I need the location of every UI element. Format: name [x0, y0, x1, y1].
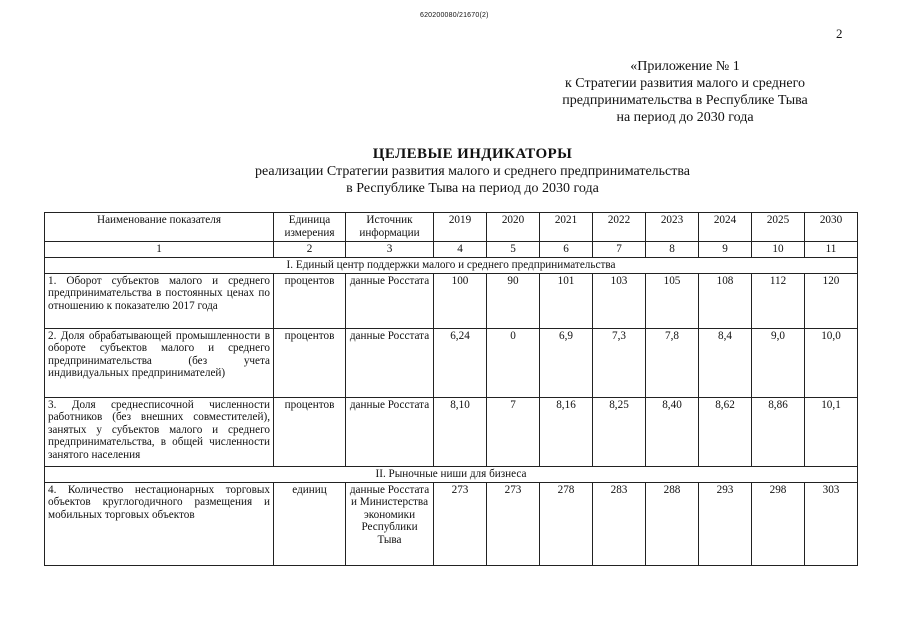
- indicator-unit: единиц: [274, 482, 346, 565]
- indicator-source: данные Росстата и Министерства экономики Республики Тыва: [346, 482, 434, 565]
- indicator-value: 283: [593, 482, 646, 565]
- document-title: [200, 145, 745, 197]
- indicators-table: [44, 212, 858, 566]
- title-subtitle-line1: реализации Стратегии развития малого и среднего предпринимательства: [254, 164, 690, 179]
- header-year: 2025: [752, 213, 805, 242]
- document-id: 620200080/21670(2): [420, 12, 489, 19]
- appendix-line: к Стратегии развития малого и среднего: [565, 76, 805, 91]
- page-number: 2: [836, 26, 843, 41]
- indicator-value: 288: [646, 482, 699, 565]
- indicator-value: 101: [540, 273, 593, 328]
- indicator-value: 303: [805, 482, 858, 565]
- appendix-line: «Приложение № 1: [630, 59, 740, 74]
- header-year: 2021: [540, 213, 593, 242]
- indicator-value: 8,25: [593, 397, 646, 466]
- indicator-unit: процентов: [274, 397, 346, 466]
- indicator-value: 10,1: [805, 397, 858, 466]
- indicator-value: 90: [487, 273, 540, 328]
- header-year: 2023: [646, 213, 699, 242]
- header-unit: Единица измерения: [274, 213, 346, 242]
- indicator-value: 6,24: [434, 328, 487, 397]
- indicator-value: 8,40: [646, 397, 699, 466]
- title-main: ЦЕЛЕВЫЕ ИНДИКАТОРЫ: [372, 146, 573, 162]
- table-header-row: [45, 213, 858, 242]
- indicator-value: 9,0: [752, 328, 805, 397]
- table-row: [45, 482, 858, 565]
- section-title: II. Рыночные ниши для бизнеса: [45, 466, 858, 482]
- header-year: 2020: [487, 213, 540, 242]
- appendix-line: на период до 2030 года: [616, 110, 754, 125]
- indicator-value: 8,62: [699, 397, 752, 466]
- indicator-value: 7,8: [646, 328, 699, 397]
- column-number: 5: [487, 242, 540, 258]
- header-year: 2024: [699, 213, 752, 242]
- table-row: [45, 328, 858, 397]
- column-number: 6: [540, 242, 593, 258]
- indicator-source: данные Росстата: [346, 397, 434, 466]
- column-number: 3: [346, 242, 434, 258]
- column-number: 1: [45, 242, 274, 258]
- indicator-value: 108: [699, 273, 752, 328]
- header-year: 2022: [593, 213, 646, 242]
- section-row: [45, 466, 858, 482]
- header-year: 2030: [805, 213, 858, 242]
- indicator-unit: процентов: [274, 273, 346, 328]
- indicator-value: 273: [434, 482, 487, 565]
- column-number-row: [45, 242, 858, 258]
- table-row: [45, 397, 858, 466]
- indicator-value: 278: [540, 482, 593, 565]
- column-number: 10: [752, 242, 805, 258]
- indicator-value: 0: [487, 328, 540, 397]
- indicator-name: 4. Количество нестационарных торговых объектов круглогодичного размещения и мобильных торговых объектов: [45, 482, 274, 565]
- column-number: 9: [699, 242, 752, 258]
- appendix-line: предпринимательства в Республике Тыва: [562, 93, 808, 108]
- indicator-value: 298: [752, 482, 805, 565]
- header-name: Наименование показателя: [45, 213, 274, 242]
- indicator-value: 8,86: [752, 397, 805, 466]
- indicator-value: 8,16: [540, 397, 593, 466]
- indicator-value: 293: [699, 482, 752, 565]
- column-number: 4: [434, 242, 487, 258]
- column-number: 8: [646, 242, 699, 258]
- column-number: 7: [593, 242, 646, 258]
- indicator-value: 120: [805, 273, 858, 328]
- indicator-value: 273: [487, 482, 540, 565]
- indicator-value: 7,3: [593, 328, 646, 397]
- section-row: [45, 257, 858, 273]
- title-subtitle-line2: в Республике Тыва на период до 2030 года: [346, 181, 599, 196]
- indicator-value: 10,0: [805, 328, 858, 397]
- indicator-name: 1. Оборот субъектов малого и среднего предпринимательства в постоянных ценах по отношению к показателю 2017 года: [45, 273, 274, 328]
- section-title: I. Единый центр поддержки малого и среднего предпринимательства: [45, 257, 858, 273]
- indicator-value: 7: [487, 397, 540, 466]
- header-source: Источник информации: [346, 213, 434, 242]
- table-row: [45, 273, 858, 328]
- indicator-value: 100: [434, 273, 487, 328]
- column-number: 11: [805, 242, 858, 258]
- indicator-value: 8,4: [699, 328, 752, 397]
- indicator-source: данные Росстата: [346, 328, 434, 397]
- appendix-note: [520, 58, 850, 126]
- indicator-name: 2. Доля обрабатывающей промышленности в обороте субъектов малого и среднего предпринимательства (без учета индивидуальных предпринимателей): [45, 328, 274, 397]
- indicator-source: данные Росстата: [346, 273, 434, 328]
- indicator-value: 8,10: [434, 397, 487, 466]
- indicator-unit: процентов: [274, 328, 346, 397]
- column-number: 2: [274, 242, 346, 258]
- indicator-value: 105: [646, 273, 699, 328]
- indicator-value: 112: [752, 273, 805, 328]
- indicator-name: 3. Доля среднесписочной численности работников (без внешних совместителей), занятых у субъектов малого и среднего предпринимательства, в общей численности занятого населения: [45, 397, 274, 466]
- header-year: 2019: [434, 213, 487, 242]
- indicator-value: 103: [593, 273, 646, 328]
- indicator-value: 6,9: [540, 328, 593, 397]
